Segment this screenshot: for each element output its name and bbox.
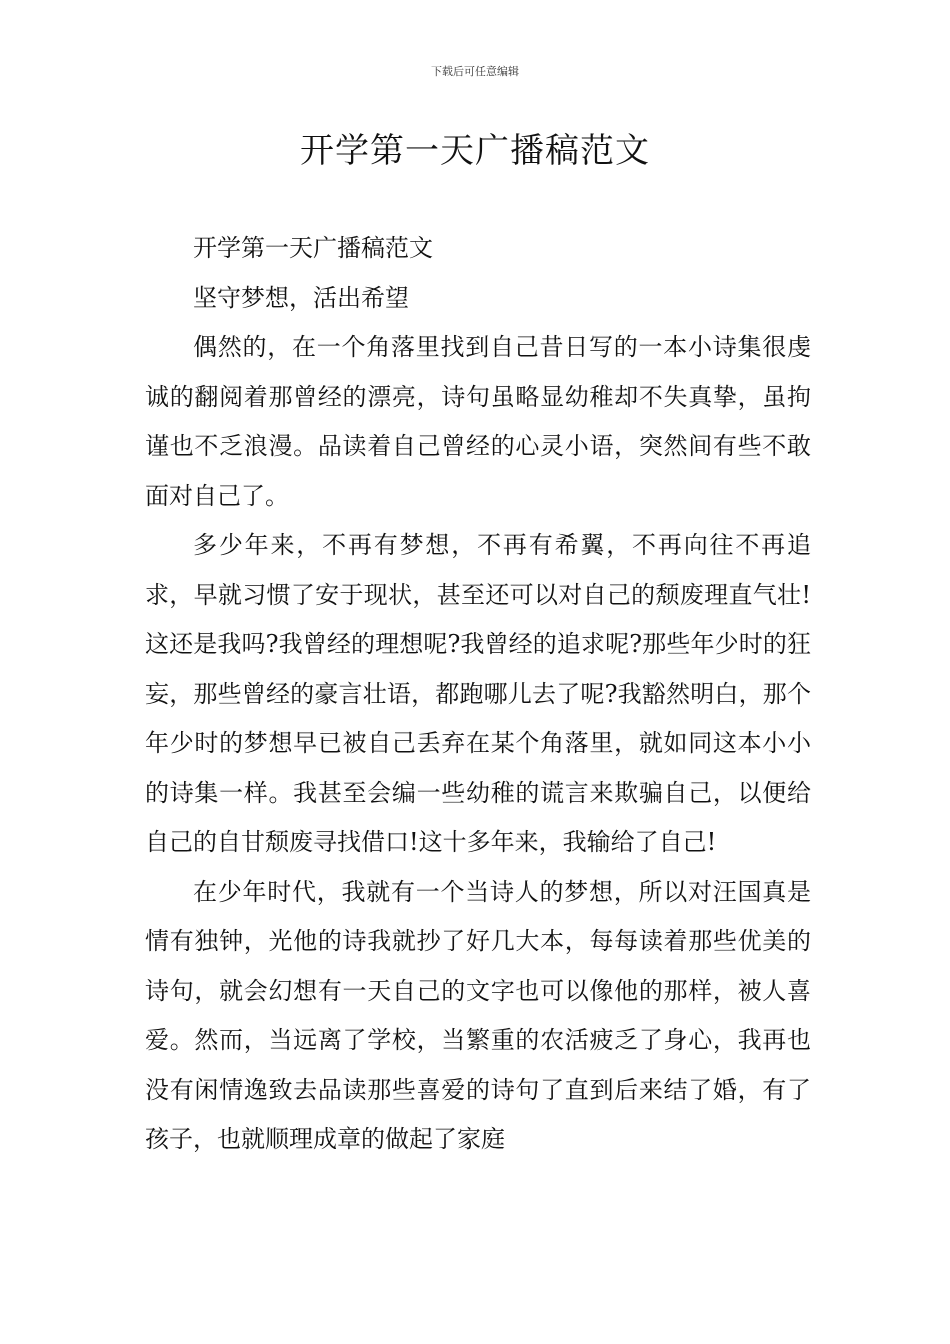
header-note: 下载后可任意编辑 (431, 65, 519, 78)
body-paragraph-3: 偶然的，在一个角落里找到自己昔日写的一本小诗集很虔诚的翻阅着那曾经的漂亮，诗句虽略显幼稚却不失真挚，虽拘谨也不乏浪漫。品读着自己曾经的心灵小语，突然间有些不敢面对自己了。 (145, 333, 811, 510)
body-paragraph-4: 多少年来，不再有梦想，不再有希翼，不再向往不再追求，早就习惯了安于现状，甚至还可以对自己的颓废理直气壮!这还是我吗?我曾经的理想呢?我曾经的追求呢?那些年少时的狂妄，那些曾经的豪言壮语，都跑哪儿去了呢?我豁然明白，那个年少时的梦想早已被自己丢弃在某个角落里，就如同这本小小的诗集一样。我甚至会编一些幼稚的谎言来欺骗自己，以便给自己的自甘颓废寻找借口!这十多年来，我输给了自己! (145, 531, 811, 856)
document-title: 开学第一天广播稿范文 (300, 131, 650, 171)
body-paragraph-5: 在少年时代，我就有一个当诗人的梦想，所以对汪国真是情有独钟，光他的诗我就抄了好几大本，每每读着那些优美的诗句，就会幻想有一天自己的文字也可以像他的那样，被人喜爱。然而，当远离了学校，当繁重的农活疲乏了身心，我再也没有闲情逸致去品读那些喜爱的诗句了直到后来结了婚，有了孩子，也就顺理成章的做起了家庭 (145, 877, 811, 1153)
body-paragraph-2: 坚守梦想，活出希望 (193, 283, 409, 312)
body-paragraph-1: 开学第一天广播稿范文 (193, 234, 433, 262)
document-body (145, 224, 811, 1165)
